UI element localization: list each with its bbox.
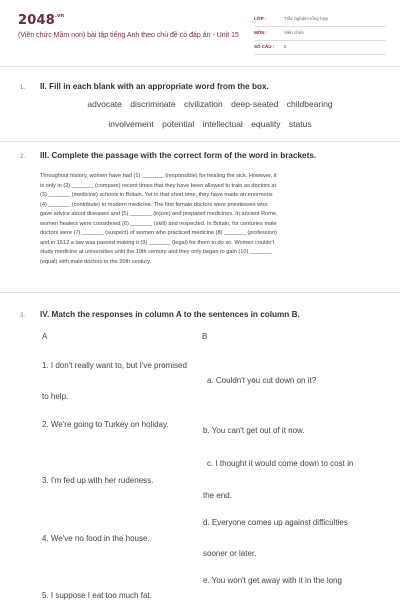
header-divider: [0, 66, 400, 67]
column-b-item-c: c. I thought it would come down to cost in: [207, 459, 354, 468]
question-divider: [0, 292, 400, 293]
column-a-header: A: [42, 332, 48, 341]
question-1-title: II. Fill in each blank with an appropriate word from the box.: [40, 82, 269, 91]
site-logo[interactable]: $2048^{.vn}$: [18, 13, 65, 28]
column-b-item-e: e. You won't get away with it in the long: [203, 576, 342, 585]
column-a-item-2: 2. We're going to Turkey on holiday.: [42, 420, 169, 429]
word-box-item: advocate: [87, 99, 122, 109]
column-b-item-d-cont: sooner or later.: [203, 549, 257, 558]
column-a-item-4: 4. We've no food in the house.: [42, 534, 150, 543]
column-b-item-d: d. Everyone comes up against difficulties: [203, 518, 348, 527]
passage-line: Throughout history, women have had (1) _______ (responsible) for healing the sick. However, it: [40, 173, 277, 179]
passage-line: (equal) with male doctors in the 20th century.: [40, 258, 152, 265]
column-b-item-b: b. You can't get out of it now.: [203, 426, 305, 435]
question-3-heading: [20, 310, 300, 319]
word-box-item: intellectual: [202, 119, 243, 129]
document-title: (Viên chức Mầm non) bài tập tiếng Anh theo chủ đề có đáp án - Unit 15: [18, 32, 239, 39]
meta-class-row: [254, 14, 386, 27]
column-a-item-5: 5. I suppose I eat too much fat.: [42, 591, 152, 600]
question-3-title: IV. Match the responses in column A to the sentences in column B.: [40, 310, 300, 319]
word-box-item: potential: [162, 119, 195, 129]
question-2-number: 2.: [20, 154, 26, 160]
page-header: [0, 0, 400, 62]
passage-line: (4) _______ (contribute) to modern medicine. The first female doctors were priestesses who: [40, 201, 268, 208]
word-box-item: childbearing: [286, 99, 333, 109]
word-box-item: equality: [251, 119, 281, 129]
question-divider: [0, 141, 400, 142]
meta-count-value: 8: [284, 44, 287, 49]
passage-line: (3) _______ (medicine) schools in Britain. Yet in that short time, they have made an enormous: [40, 192, 273, 198]
question-1-number: 1.: [20, 85, 26, 91]
meta-subject-label: MÔN :: [254, 30, 268, 35]
word-box-item: deep-seated: [231, 99, 279, 109]
passage-line: and in 1512 a law was passed making it (9) _______ (legal) for them to do so. Women couldn't: [40, 239, 275, 246]
word-box-item: status: [288, 119, 312, 129]
column-a-item-1: 1. I don't really want to, but I've promised: [42, 361, 187, 370]
meta-count-row: [254, 42, 386, 55]
reading-passage: [40, 172, 380, 267]
meta-class-value: Trắc nghiệm tổng hợp: [284, 16, 329, 21]
column-a-item-3: 3. I'm fed up with her rudeness.: [42, 476, 154, 485]
passage-line: is only in (2) _______ (compare) recent times that they have been allowed to train as doctors at: [40, 182, 276, 189]
question-3-number: 3.: [20, 313, 26, 319]
passage-line: women healers were considered (6) _______ (skill) and respected. In Britain, for centuries male: [40, 220, 277, 227]
passage-line: gave advice about diseases and (5) _______ (injure) and prepared medicines. In ancient Rome,: [40, 211, 278, 217]
column-b-item-c-cont: the end.: [203, 491, 232, 500]
word-box-item: involvement: [108, 119, 154, 129]
meta-count-label: SỐ CÂU :: [254, 44, 275, 49]
passage-line: doctors were (7) _______ (suspect) of women who practiced medicine (8) _______ (profession): [40, 230, 277, 236]
passage-line: study medicine at universities until the 19th century and they only began to gain (10) _______: [40, 249, 272, 255]
word-box-row-1: [40, 99, 380, 109]
word-box-row-2: [40, 119, 380, 129]
word-box-item: civilization: [184, 99, 223, 109]
word-box-item: discriminate: [130, 99, 176, 109]
question-1-heading: [20, 82, 269, 91]
meta-subject-value: Viên chức: [284, 30, 305, 35]
question-2-heading: [20, 151, 316, 160]
column-b-header: B: [202, 332, 208, 341]
column-b-item-a: a. Couldn't you cut down on it?: [207, 376, 317, 385]
meta-subject-row: [254, 28, 386, 41]
column-a-item-1-cont: to help.: [42, 392, 69, 401]
question-2-title: III. Complete the passage with the correct form of the word in brackets.: [40, 151, 317, 160]
meta-class-label: LỚP :: [254, 16, 267, 21]
